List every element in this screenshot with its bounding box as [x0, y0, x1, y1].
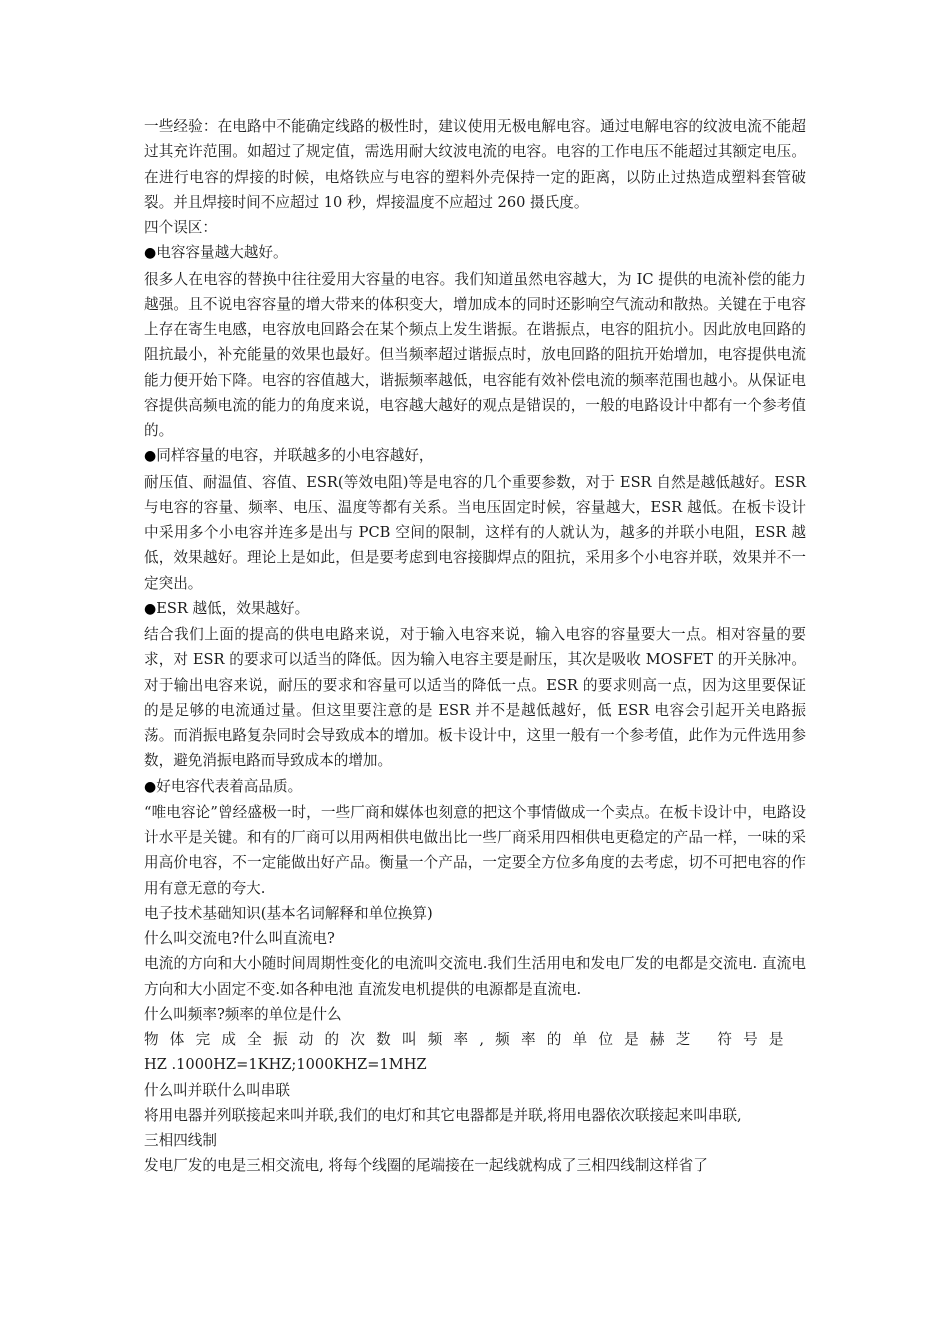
answer-frequency-line-2: HZ .1000HZ=1KHZ;1000KHZ=1MHZ: [144, 1056, 427, 1074]
paragraph-three-phase: 发电厂发的电是三相交流电, 将每个线圈的尾端接在一起线就构成了三相四线制这样省了: [144, 1157, 708, 1175]
bullet-icon: ●: [144, 600, 157, 617]
question-ac-dc: 什么叫交流电?什么叫直流电?: [144, 930, 335, 947]
heading-three-phase: 三相四线制: [144, 1132, 217, 1149]
bullet-icon: ●: [144, 448, 157, 465]
answer-parallel-series: 将用电器并列联接起来叫并联,我们的电灯和其它电器都是并联,将用电器依次联接起来叫串联,: [144, 1106, 742, 1124]
bullet-myth-2: [144, 443, 806, 469]
bullet-text: 电容容量越大越好。: [156, 244, 288, 262]
paragraph-myth-3: 结合我们上面的提高的供电电路来说，对于输入电容来说，输入电容的容量要大一点。相对容量的要求，对 ESR 的要求可以适当的降低。因为输入电容主要是耐压，其次是吸收 MOSFET 的开关脉冲。对于输出电容来说，耐压的要求和容量可以适当的降低一点。ESR 的要求则高一点，因为这里要保证的是足够的电流通过量。但这里要注意的是 ESR 并不是越低越好，低 ESR 电容会引起开关电路振荡。而消振电路复杂同时会导致成本的增加。板卡设计中，这里一般有一个参考值，此作为元件选用参数，避免消振电路而导致成本的增加。: [144, 626, 806, 770]
bullet-myth-3: [144, 596, 806, 622]
bullet-icon: ●: [144, 778, 157, 795]
bullet-myth-4: [144, 774, 806, 800]
question-frequency: 什么叫频率?频率的单位是什么: [144, 1005, 342, 1023]
document-page: [144, 114, 806, 1179]
bullet-icon: ●: [144, 245, 157, 262]
bullet-text: 同样容量的电容，并联越多的小电容越好，: [156, 447, 434, 465]
heading-basics: 电子技术基础知识(基本名词解释和单位换算): [144, 904, 433, 922]
bullet-text: ESR 越低，效果越好。: [156, 599, 310, 617]
paragraph-myth-2: 耐压值、耐温值、容值、ESR(等效电阻)等是电容的几个重要参数，对于 ESR 自然是越低越好。ESR 与电容的容量、频率、电压、温度等都有关系。当电压固定时候，容量越大，ESR 越低。在板卡设计中采用多个小电容并连多是出与 PCB 空间的限制，这样有的人就认为，越多的并联小电阻，ESR 越低，效果越好。理论上是如此，但是要考虑到电容接脚焊点的阻抗，采用多个小电容并联，效果并不一定突出。: [144, 473, 806, 592]
paragraph-myth-1: 很多人在电容的替换中往往爱用大容量的电容。我们知道虽然电容越大，为 IC 提供的电流补偿的能力越强。且不说电容容量的增大带来的体积变大，增加成本的同时还影响空气流动和散热。关键在于电容上存在寄生电感，电容放电回路会在某个频点上发生谐振。在谐振点，电容的阻抗小。因此放电回路的阻抗最小，补充能量的效果也最好。但当频率超过谐振点时，放电回路的阻抗开始增加，电容提供电流能力便开始下降。电容的容值越大，谐振频率越低，电容能有效补偿电流的频率范围也越小。从保证电容提供高频电流的能力的角度来说，电容越大越好的观点是错误的，一般的电路设计中都有一个参考值的。: [144, 270, 806, 439]
question-parallel-series: 什么叫并联什么叫串联: [144, 1081, 290, 1099]
heading-four-myths: 四个误区：: [144, 219, 217, 236]
paragraph-myth-4: “唯电容论”曾经盛极一时，一些厂商和媒体也刻意的把这个事情做成一个卖点。在板卡设计中，电路设计水平是关键。和有的厂商可以用两相供电做出比一些厂商采用四相供电更稳定的产品一样，一味的采用高价电容，不一定能做出好产品。衡量一个产品，一定要全方位多角度的去考虑，切不可把电容的作用有意无意的夸大.: [144, 803, 806, 897]
bullet-myth-1: [144, 240, 806, 266]
answer-frequency-line-1: 物体完成全振动的次数叫频率,频率的单位是赫芝 符号是: [144, 1031, 795, 1048]
bullet-text: 好电容代表着高品质。: [156, 777, 303, 795]
answer-ac-dc: 电流的方向和大小随时间周期性变化的电流叫交流电.我们生活用电和发电厂发的电都是交流电. 直流电方向和大小固定不变.如各种电池 直流发电机提供的电源都是直流电.: [144, 955, 806, 998]
paragraph-experience: 一些经验：在电路中不能确定线路的极性时，建议使用无极电解电容。通过电解电容的纹波电流不能超过其充许范围。如超过了规定值，需选用耐大纹波电流的电容。电容的工作电压不能超过其额定电压。在进行电容的焊接的时候，电烙铁应与电容的塑料外壳保持一定的距离，以防止过热造成塑料套管破裂。并且焊接时间不应超过 10 秒，焊接温度不应超过 260 摄氏度。: [144, 118, 806, 211]
